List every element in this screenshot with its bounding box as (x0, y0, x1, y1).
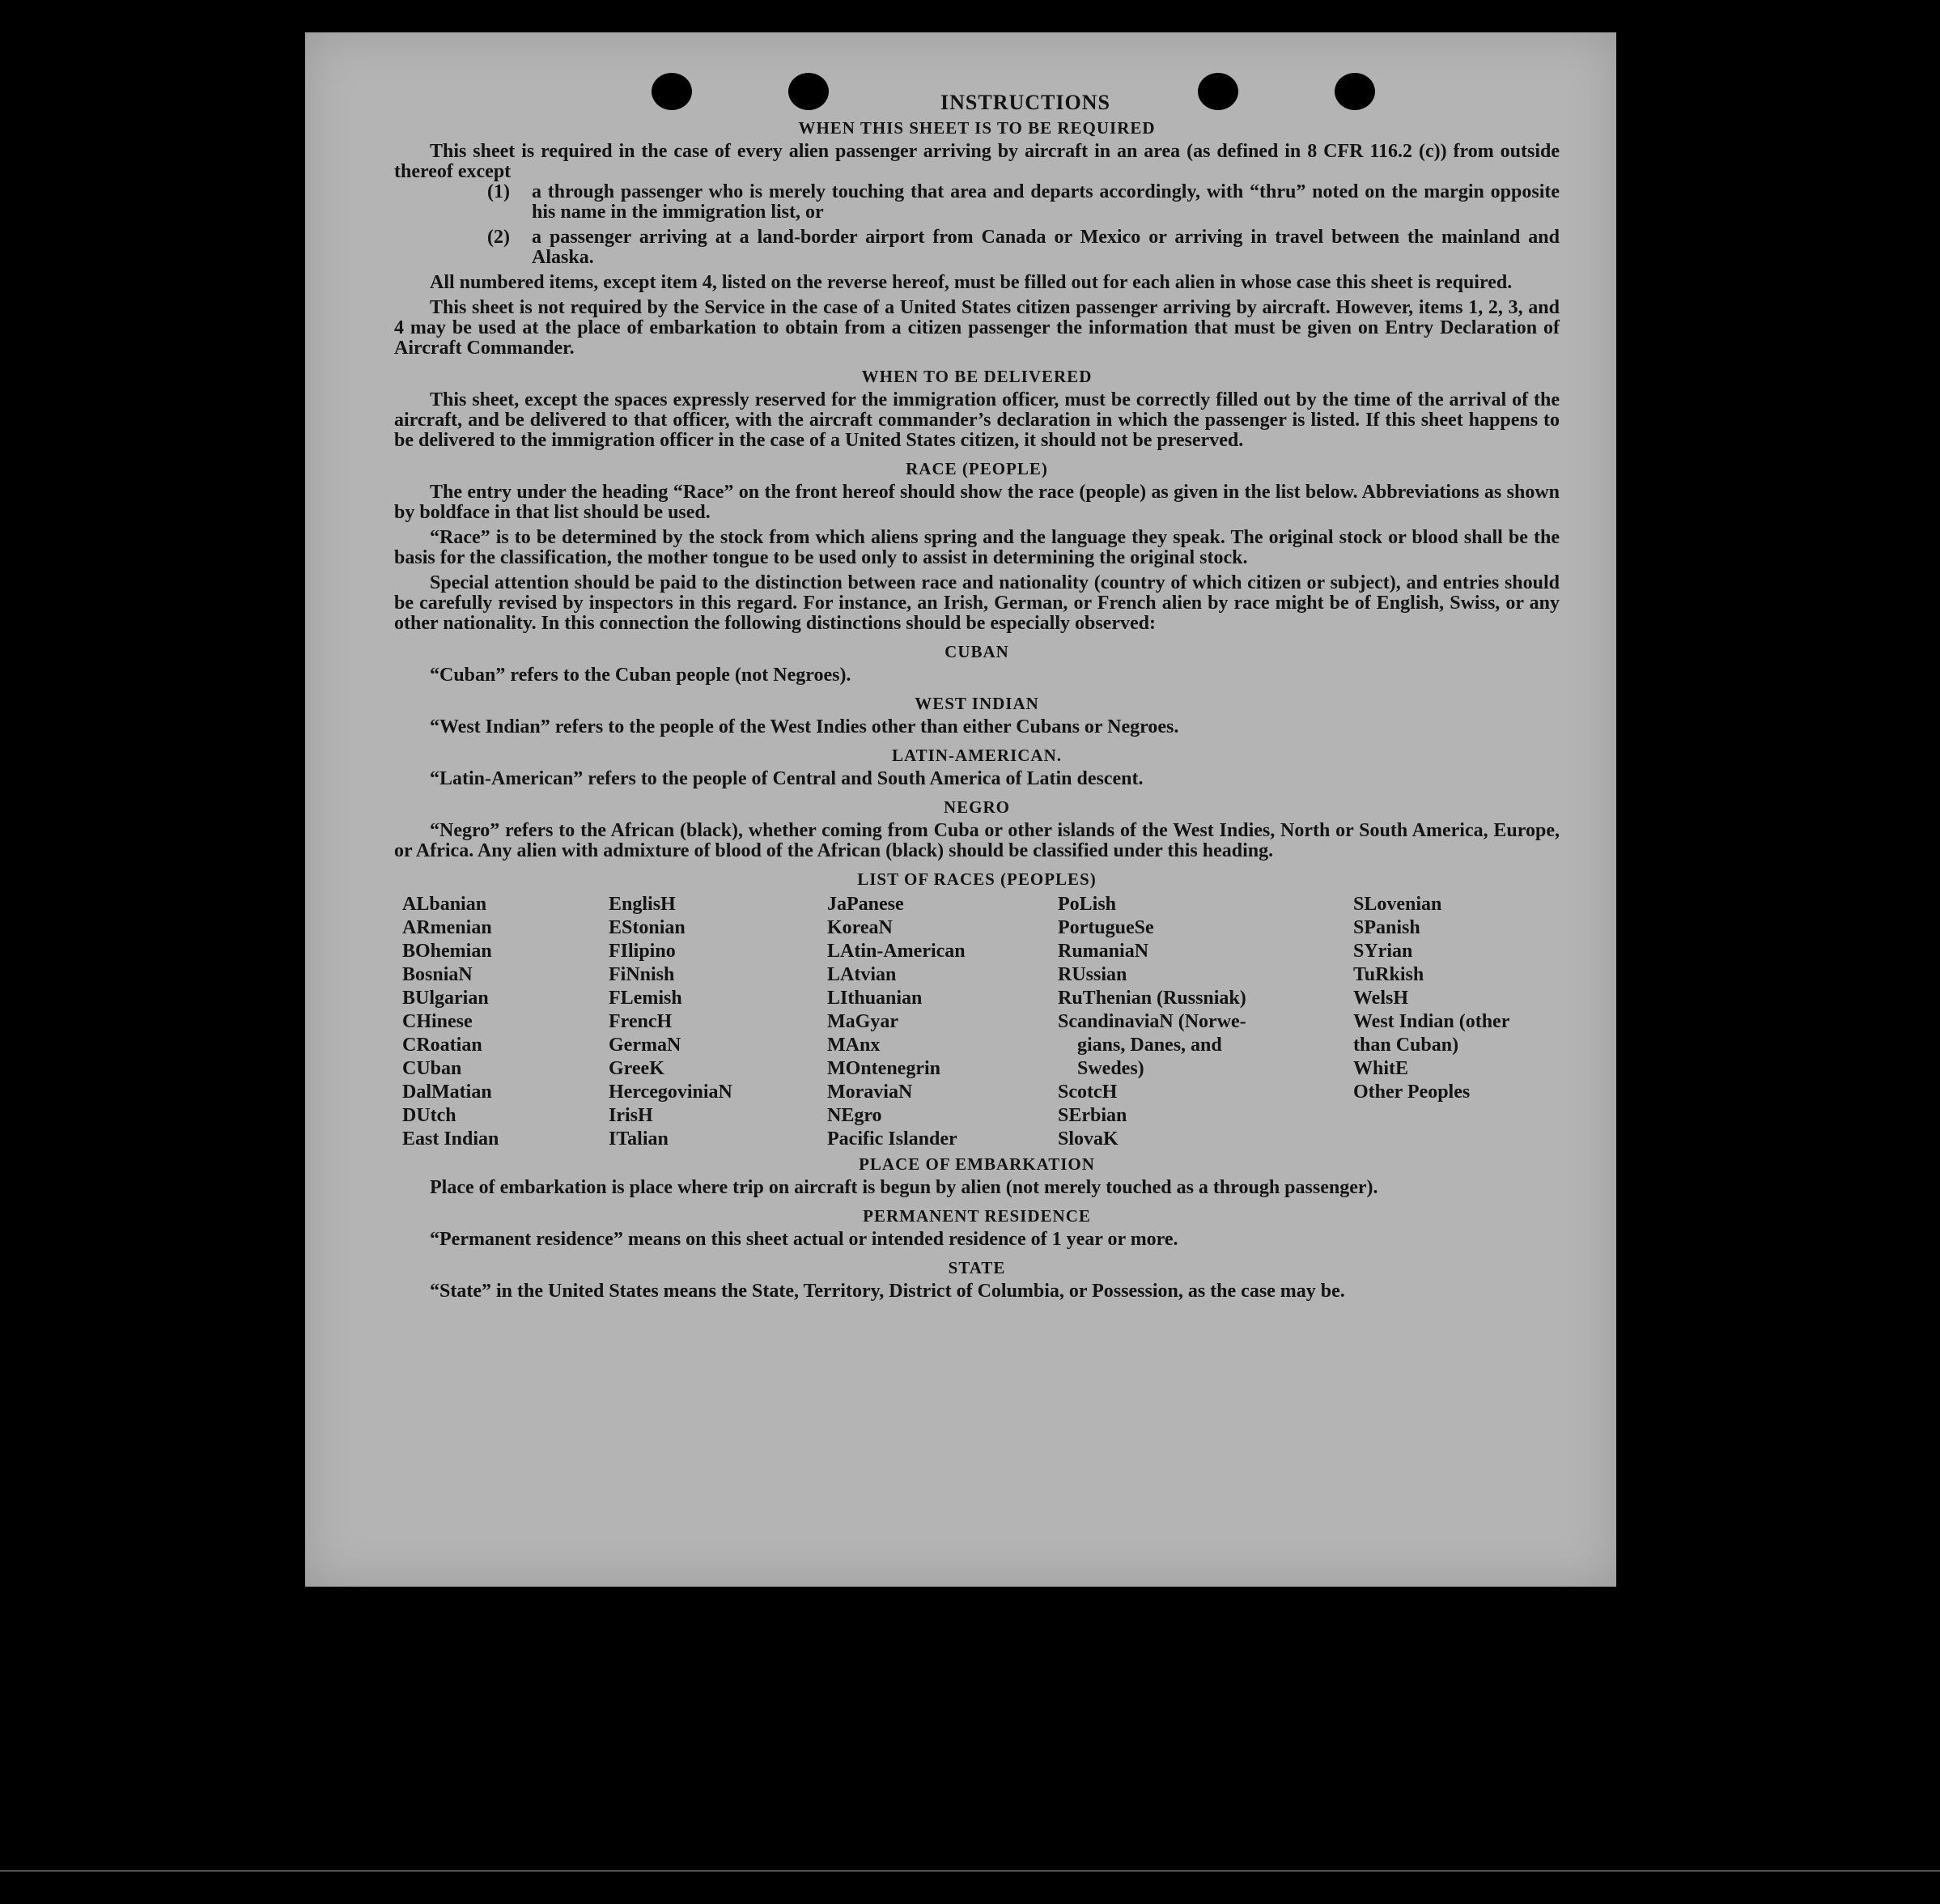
item-number: (1) (487, 181, 510, 202)
paragraph: This sheet is required in the case of every alien passenger arriving by aircraft in an area (as defined in 8 CFR 116.2 (c)) from outside thereof except (394, 141, 1560, 182)
paragraph: The entry under the heading “Race” on the front hereof should show the race (people) as given in the list below. Abbreviations as shown by boldface in that list should be used. (394, 482, 1560, 523)
paragraph: This sheet, except the spaces expressly reserved for the immigration officer, must be correctly filled out by the time of the arrival of the aircraft, and be delivered to that officer, with the aircraft commander’s declaration in which the passenger is listed. If this sheet happens to be delivered to the immigration officer in the case of a United States citizen, it should not be preserved. (394, 389, 1560, 451)
paragraph: “Latin-American” refers to the people of Central and South America of Latin descent. (430, 768, 1144, 789)
section-heading: NEGRO (943, 797, 1010, 817)
section-heading: WHEN TO BE DELIVERED (861, 367, 1093, 386)
section-heading: LIST OF RACES (PEOPLES) (857, 869, 1097, 889)
page-title: INSTRUCTIONS (940, 91, 1110, 114)
scan-edge-line (0, 1870, 1940, 1872)
paragraph: “Cuban” refers to the Cuban people (not Negroes). (430, 665, 851, 686)
list-item (394, 227, 1560, 268)
section-heading: RACE (PEOPLE) (906, 459, 1048, 478)
list-item (394, 182, 1560, 223)
races-list (394, 893, 1560, 1151)
section-heading: CUBAN (945, 642, 1009, 661)
paragraph: “State” in the United States means the State, Territory, District of Columbia, or Possession, as the case may be. (430, 1281, 1345, 1302)
paragraph: “West Indian” refers to the people of the West Indies other than either Cubans or Negroes. (430, 716, 1179, 737)
instructions-content (394, 91, 1560, 1302)
section-heading: PLACE OF EMBARKATION (859, 1154, 1095, 1174)
paragraph: All numbered items, except item 4, listed on the reverse hereof, must be filled out for each alien in whose case this sheet is required. (430, 272, 1513, 293)
paragraph: Place of embarkation is place where trip on aircraft is begun by alien (not merely touched as a through passenger). (430, 1177, 1378, 1198)
section-heading: PERMANENT RESIDENCE (863, 1206, 1091, 1226)
document-page (305, 32, 1616, 1587)
paragraph: “Race” is to be determined by the stock from which aliens spring and the language they speak. The original stock or blood shall be the basis for the classification, the mother tongue to be used only to assist in determining the original stock. (394, 527, 1560, 568)
races-column: ALbanian ARmenian BOhemian BosniaN BUlgarian CHinese CRoatian CUban DalMatian DUtch East Indian (402, 894, 499, 1150)
item-text: a passenger arriving at a land-border airport from Canada or Mexico or arriving in travel between the mainland and Alaska. (532, 227, 1560, 268)
section-heading: WEST INDIAN (915, 694, 1039, 713)
paragraph: Special attention should be paid to the distinction between race and nationality (country of which citizen or subject), and entries should be carefully revised by inspectors in this regard. For instance, an Irish, German, or French alien by race might be of English, Swiss, or any other nationality. In this connection the following distinctions should be especially observed: (394, 572, 1560, 634)
section-heading: WHEN THIS SHEET IS TO BE REQUIRED (798, 118, 1156, 138)
paragraph: “Negro” refers to the African (black), whether coming from Cuba or other islands of the West Indies, North or South America, Europe, or Africa. Any alien with admixture of blood of the African (black) should be classified under this heading. (394, 820, 1560, 861)
races-column: SLovenian SPanish SYrian TuRkish WelsH West Indian (other than Cuban) WhitE Other Peoples (1353, 894, 1510, 1103)
section-heading: STATE (948, 1258, 1006, 1277)
section-heading: LATIN-AMERICAN. (891, 746, 1063, 765)
paragraph: This sheet is not required by the Service in the case of a United States citizen passenger arriving by aircraft. However, items 1, 2, 3, and 4 may be used at the place of embarkation to obtain from a citizen passenger the information that must be given on Entry Declaration of Aircraft Commander. (394, 297, 1560, 359)
races-column: PoLish PortugueSe RumaniaN RUssian RuThenian (Russniak) ScandinaviaN (Norwe- gians, Danes, and Swedes) ScotcH SErbian SlovaK (1058, 894, 1246, 1150)
races-column: JaPanese KoreaN LAtin-American LAtvian LIthuanian MaGyar MAnx MOntenegrin MoraviaN NEgro Pacific Islander (827, 894, 966, 1150)
paragraph: “Permanent residence” means on this sheet actual or intended residence of 1 year or more. (430, 1229, 1178, 1250)
item-number: (2) (487, 227, 510, 248)
item-text: a through passenger who is merely touching that area and departs accordingly, with “thru” noted on the margin opposite his name in the immigration list, or (532, 181, 1560, 223)
races-column: EnglisH EStonian FIlipino FiNnish FLemish FrencH GermaN GreeK HercegoviniaN IrisH ITalian (609, 894, 732, 1150)
